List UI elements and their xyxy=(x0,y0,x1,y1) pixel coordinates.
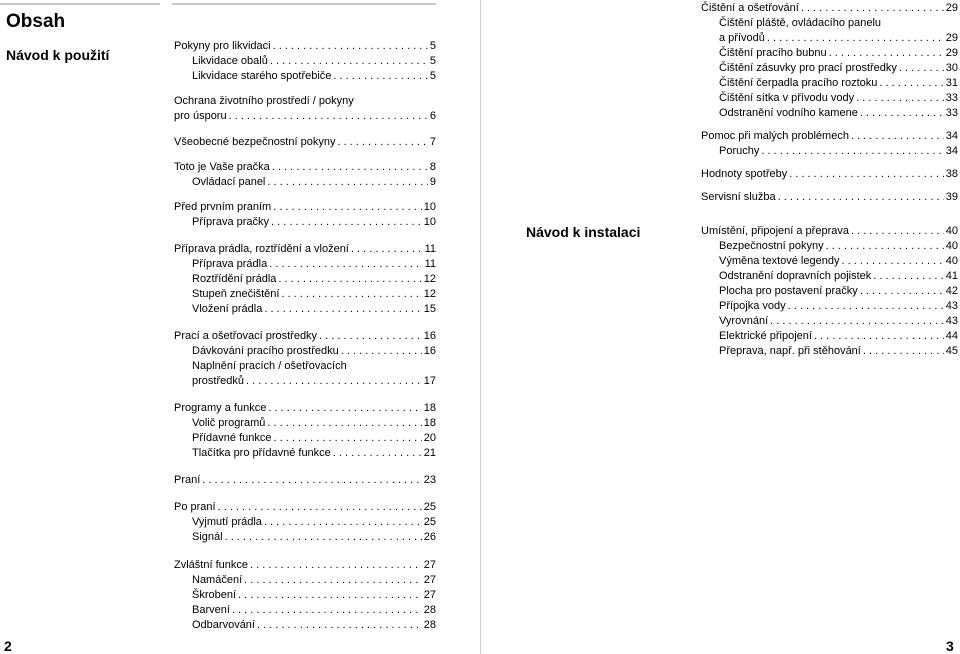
toc-entry-title: Volič programů xyxy=(192,417,266,429)
toc-entry-title: Přídavné funkce xyxy=(192,432,272,444)
dot-leader xyxy=(851,129,944,144)
toc-entry[interactable] xyxy=(701,61,958,76)
dot-leader xyxy=(770,314,944,329)
page-title: Obsah xyxy=(6,11,66,32)
top-rule-left-heading xyxy=(0,3,160,5)
dot-leader xyxy=(225,530,422,545)
dot-leader xyxy=(268,401,421,416)
toc-entry[interactable] xyxy=(174,257,436,272)
toc-entry-page: 7 xyxy=(429,136,436,148)
toc-entry-page: 45 xyxy=(945,345,958,357)
page-number-right: 3 xyxy=(946,638,954,654)
toc-group xyxy=(701,224,958,359)
toc-entry-title-cont: prostředků xyxy=(192,375,244,387)
toc-entry[interactable] xyxy=(174,215,436,230)
toc-entry-title: Likvidace obalů xyxy=(192,55,268,67)
toc-group xyxy=(174,242,436,317)
toc-group xyxy=(174,329,436,389)
toc-entry[interactable] xyxy=(174,588,436,603)
toc-entry-page: 11 xyxy=(424,258,436,270)
dot-leader xyxy=(856,91,944,106)
toc-right xyxy=(701,1,958,359)
dot-leader xyxy=(232,603,422,618)
toc-entry-title: Dávkování pracího prostředku xyxy=(192,345,339,357)
dot-leader xyxy=(267,416,421,431)
dot-leader xyxy=(250,558,422,573)
toc-entry[interactable] xyxy=(174,54,436,69)
toc-entry-title: Bezpečnostní pokyny xyxy=(719,240,824,252)
toc-entry-title: Pokyny pro likvidaci xyxy=(174,40,271,52)
toc-entry-title: Výměna textové legendy xyxy=(719,255,840,267)
toc-entry-title: Zvláštní funkce xyxy=(174,559,248,571)
dot-leader xyxy=(333,69,427,84)
toc-entry[interactable] xyxy=(701,1,958,16)
toc-group xyxy=(701,129,958,159)
toc-entry-title: Namáčení xyxy=(192,574,243,586)
toc-entry-page: 41 xyxy=(945,270,958,282)
toc-entry-title: Přeprava, např. při stěhování xyxy=(719,345,861,357)
toc-entry[interactable] xyxy=(174,135,436,150)
toc-entry[interactable] xyxy=(701,46,958,61)
dot-leader xyxy=(238,588,422,603)
toc-entry-page: 20 xyxy=(423,432,436,444)
toc-entry[interactable] xyxy=(174,500,436,515)
toc-entry[interactable] xyxy=(174,473,436,488)
toc-entry[interactable] xyxy=(174,618,436,633)
toc-entry[interactable] xyxy=(174,344,436,359)
toc-entry[interactable] xyxy=(174,431,436,446)
toc-entry-title: Barvení xyxy=(192,604,230,616)
page-number-left: 2 xyxy=(4,638,12,654)
toc-entry-title: Po praní xyxy=(174,501,216,513)
toc-entry[interactable] xyxy=(174,530,436,545)
toc-entry-title: Tlačítka pro přídavné funkce xyxy=(192,447,331,459)
toc-entry-title: Čištění čerpadla pracího roztoku xyxy=(719,77,878,89)
toc-entry[interactable] xyxy=(174,200,436,215)
toc-entry-page: 27 xyxy=(423,589,436,601)
dot-leader xyxy=(860,284,944,299)
toc-entry[interactable] xyxy=(701,144,958,159)
dot-leader xyxy=(267,175,427,190)
toc-entry-page: 16 xyxy=(423,345,436,357)
dot-leader xyxy=(863,344,944,359)
toc-group xyxy=(701,1,958,121)
toc-group xyxy=(174,94,436,124)
toc-entry[interactable] xyxy=(174,272,436,287)
toc-entry-title: Hodnoty spotřeby xyxy=(701,168,788,180)
toc-entry-line xyxy=(174,109,436,124)
toc-entry-title: Škrobení xyxy=(192,589,237,601)
page-divider xyxy=(480,0,481,654)
toc-entry-page: 39 xyxy=(945,191,958,203)
dot-leader xyxy=(202,473,421,488)
toc-entry-page: 18 xyxy=(423,402,436,414)
toc-entry-title: Ochrana životního prostředí / pokyny xyxy=(174,95,354,107)
toc-entry-title: Vložení prádla xyxy=(192,303,263,315)
toc-entry[interactable] xyxy=(701,224,958,239)
dot-leader xyxy=(270,54,428,69)
toc-entry-page: 40 xyxy=(945,225,958,237)
toc-entry-page: 25 xyxy=(423,501,436,513)
toc-entry[interactable] xyxy=(701,269,958,284)
toc-entry-title-cont: a přívodů xyxy=(719,32,765,44)
toc-entry-title: Roztřídění prádla xyxy=(192,273,277,285)
toc-entry-page: 17 xyxy=(423,375,436,387)
toc-entry-title: Všeobecné bezpečnostní pokyny xyxy=(174,136,336,148)
dot-leader xyxy=(873,269,943,284)
dot-leader xyxy=(333,446,422,461)
toc-entry-page: 27 xyxy=(423,559,436,571)
dot-leader xyxy=(244,573,422,588)
toc-entry[interactable] xyxy=(701,344,958,359)
toc-entry[interactable] xyxy=(174,302,436,317)
dot-leader xyxy=(246,374,422,389)
toc-entry-page: 15 xyxy=(423,303,436,315)
toc-entry-title: Odstranění dopravních pojistek xyxy=(719,270,872,282)
toc-entry[interactable] xyxy=(174,242,436,257)
toc-entry-page: 44 xyxy=(945,330,958,342)
toc-entry-page: 16 xyxy=(423,330,436,342)
toc-entry-page: 8 xyxy=(429,161,436,173)
toc-entry[interactable] xyxy=(174,39,436,54)
dot-leader xyxy=(814,329,944,344)
toc-group xyxy=(174,200,436,230)
dot-leader xyxy=(273,39,428,54)
dot-leader xyxy=(829,46,944,61)
toc-entry[interactable] xyxy=(701,91,958,106)
toc-entry[interactable] xyxy=(174,515,436,530)
toc-entry[interactable] xyxy=(701,314,958,329)
toc-entry-title: Praní xyxy=(174,474,201,486)
toc-group xyxy=(174,39,436,84)
toc-entry-title: Čištění pláště, ovládacího panelu xyxy=(719,17,882,29)
dot-leader xyxy=(264,515,422,530)
toc-entry-page: 29 xyxy=(945,2,958,14)
toc-entry-title: Elektrické připojení xyxy=(719,330,812,342)
dot-leader xyxy=(319,329,422,344)
dot-leader xyxy=(841,254,943,269)
toc-entry-page: 6 xyxy=(429,110,436,122)
dot-leader xyxy=(273,200,422,215)
toc-entry[interactable] xyxy=(701,284,958,299)
dot-leader xyxy=(789,167,944,182)
dot-leader xyxy=(860,106,944,121)
toc-entry-page: 30 xyxy=(945,62,958,74)
toc-entry-page: 11 xyxy=(424,243,436,255)
toc-group xyxy=(174,135,436,150)
dot-leader xyxy=(761,144,943,159)
toc-entry-title: Ovládací panel xyxy=(192,176,266,188)
toc-entry-page: 38 xyxy=(945,168,958,180)
dot-leader xyxy=(269,257,422,272)
dot-leader xyxy=(767,31,944,46)
toc-entry-page: 10 xyxy=(423,216,436,228)
dot-leader xyxy=(879,76,943,91)
toc-entry-title: Čištění a ošetřování xyxy=(701,2,799,14)
toc-entry-title: Prací a ošetřovací prostředky xyxy=(174,330,318,342)
toc-entry[interactable] xyxy=(174,329,436,344)
toc-entry[interactable] xyxy=(174,603,436,618)
toc-entry-page: 25 xyxy=(423,516,436,528)
dot-leader xyxy=(801,1,944,16)
toc-entry-page: 5 xyxy=(429,55,436,67)
section-heading-usage: Návod k použití xyxy=(6,47,110,63)
toc-entry-title: Čištění zásuvky pro prací prostředky xyxy=(719,62,897,74)
toc-entry-page: 43 xyxy=(945,300,958,312)
toc-group xyxy=(701,167,958,182)
top-rule-left-toc xyxy=(172,3,436,5)
toc-entry-page: 9 xyxy=(429,176,436,188)
toc-entry-title: Signál xyxy=(192,531,223,543)
toc-group xyxy=(174,500,436,545)
toc-entry-line xyxy=(719,31,958,46)
toc-entry-page: 28 xyxy=(423,619,436,631)
toc-entry[interactable] xyxy=(174,401,436,416)
toc-entry-title: Poruchy xyxy=(719,145,760,157)
toc-entry-page: 40 xyxy=(945,255,958,267)
toc-entry-page: 34 xyxy=(945,130,958,142)
toc-entry-page: 27 xyxy=(423,574,436,586)
toc-entry-page: 31 xyxy=(945,77,958,89)
toc-entry[interactable] xyxy=(701,129,958,144)
toc-entry[interactable] xyxy=(701,239,958,254)
dot-leader xyxy=(337,135,427,150)
dot-leader xyxy=(826,239,944,254)
toc-group xyxy=(174,401,436,461)
toc-entry-title-cont: pro úsporu xyxy=(174,110,227,122)
dot-leader xyxy=(341,344,422,359)
toc-entry-title: Vyjmutí prádla xyxy=(192,516,262,528)
toc-entry-title: Příprava prádla, roztřídění a vložení xyxy=(174,243,349,255)
toc-entry-page: 5 xyxy=(429,70,436,82)
toc-entry[interactable] xyxy=(174,175,436,190)
section-heading-installation: Návod k instalaci xyxy=(526,224,641,240)
dot-leader xyxy=(351,242,423,257)
toc-entry-page: 21 xyxy=(423,447,436,459)
dot-leader xyxy=(257,618,422,633)
dot-leader xyxy=(281,287,421,302)
dot-leader xyxy=(264,302,421,317)
toc-entry-line xyxy=(192,374,436,389)
dot-leader xyxy=(851,224,944,239)
toc-entry-title: Stupeň znečištění xyxy=(192,288,280,300)
toc-entry-page: 28 xyxy=(423,604,436,616)
toc-entry[interactable] xyxy=(174,287,436,302)
toc-entry[interactable] xyxy=(701,16,958,46)
toc-entry-page: 12 xyxy=(423,273,436,285)
toc-left xyxy=(174,39,436,633)
toc-entry-page: 23 xyxy=(423,474,436,486)
toc-entry[interactable] xyxy=(174,416,436,431)
toc-group xyxy=(174,160,436,190)
toc-entry-title: Naplnění pracích / ošetřovacích xyxy=(192,360,347,372)
toc-group xyxy=(174,473,436,488)
toc-entry[interactable] xyxy=(174,446,436,461)
toc-entry[interactable] xyxy=(701,254,958,269)
toc-entry-title: Odbarvování xyxy=(192,619,255,631)
toc-entry-title: Pomoc při malých problémech xyxy=(701,130,849,142)
toc-group xyxy=(701,190,958,205)
toc-entry[interactable] xyxy=(701,299,958,314)
dot-leader xyxy=(218,500,422,515)
toc-entry[interactable] xyxy=(174,359,436,389)
toc-entry-title: Toto je Vaše pračka xyxy=(174,161,270,173)
dot-leader xyxy=(271,215,422,230)
toc-entry-page: 43 xyxy=(945,315,958,327)
toc-entry[interactable] xyxy=(701,76,958,91)
dot-leader xyxy=(278,272,421,287)
toc-group xyxy=(174,558,436,633)
toc-entry-page: 5 xyxy=(429,40,436,52)
toc-entry-title: Příprava pračky xyxy=(192,216,270,228)
toc-entry-page: 33 xyxy=(945,107,958,119)
toc-entry[interactable] xyxy=(174,573,436,588)
toc-entry-page: 33 xyxy=(945,92,958,104)
toc-entry-title: Čištění pracího bubnu xyxy=(719,47,827,59)
toc-entry[interactable] xyxy=(174,94,436,124)
toc-entry-title: Příprava prádla xyxy=(192,258,268,270)
toc-entry[interactable] xyxy=(701,167,958,182)
toc-entry-page: 12 xyxy=(423,288,436,300)
dot-leader xyxy=(272,160,428,175)
toc-entry-page: 26 xyxy=(423,531,436,543)
toc-entry[interactable] xyxy=(174,558,436,573)
toc-entry-page: 34 xyxy=(945,145,958,157)
toc-entry[interactable] xyxy=(174,69,436,84)
dot-leader xyxy=(229,109,428,124)
toc-entry-title: Vyrovnání xyxy=(719,315,769,327)
toc-entry-title: Odstranění vodního kamene xyxy=(719,107,858,119)
toc-entry[interactable] xyxy=(701,106,958,121)
toc-entry[interactable] xyxy=(174,160,436,175)
dot-leader xyxy=(899,61,944,76)
toc-entry-title: Servisní služba xyxy=(701,191,776,203)
toc-entry-title: Umístění, připojení a přeprava xyxy=(701,225,849,237)
dot-leader xyxy=(778,190,944,205)
toc-entry-title: Přípojka vody xyxy=(719,300,786,312)
toc-entry-page: 42 xyxy=(945,285,958,297)
toc-entry-title: Programy a funkce xyxy=(174,402,267,414)
toc-entry[interactable] xyxy=(701,190,958,205)
toc-entry-title: Likvidace starého spotřebiče xyxy=(192,70,332,82)
toc-entry-title: Čištění sítka v přívodu vody xyxy=(719,92,855,104)
toc-entry-page: 40 xyxy=(945,240,958,252)
dot-leader xyxy=(788,299,944,314)
toc-entry-title: Plocha pro postavení pračky xyxy=(719,285,858,297)
toc-entry-page: 29 xyxy=(945,32,958,44)
toc-entry-title: Před prvním praním xyxy=(174,201,272,213)
toc-entry[interactable] xyxy=(701,329,958,344)
dot-leader xyxy=(274,431,422,446)
toc-entry-page: 10 xyxy=(423,201,436,213)
toc-entry-page: 18 xyxy=(423,417,436,429)
toc-entry-page: 29 xyxy=(945,47,958,59)
